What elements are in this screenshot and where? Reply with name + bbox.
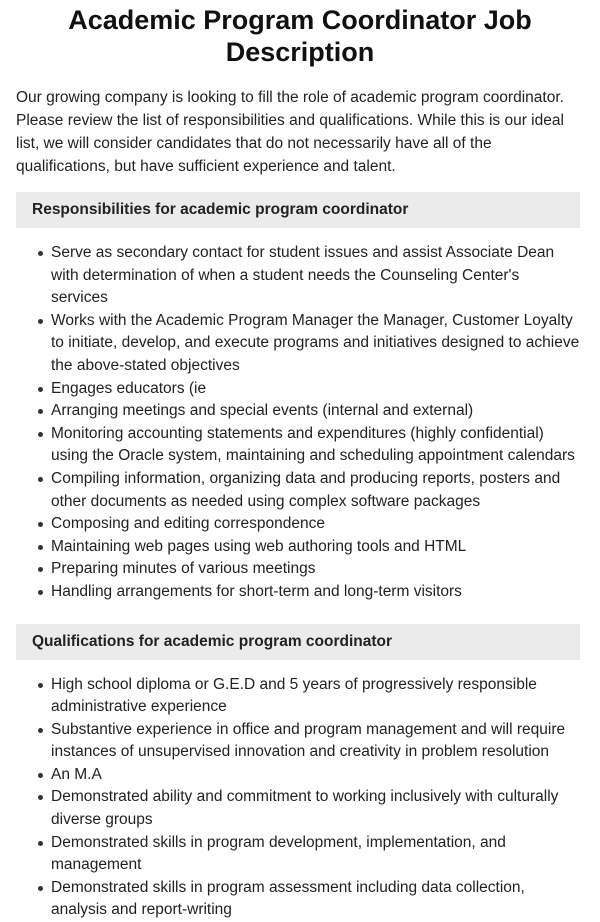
list-item xyxy=(38,468,580,513)
qualifications-heading: Qualifications for academic program coordinator xyxy=(16,624,580,660)
bullet-icon xyxy=(38,590,43,595)
list-item xyxy=(38,832,580,877)
list-item-text: Substantive experience in office and program management and will require instances of unsupervised innovation and creativity in problem resolution xyxy=(51,721,565,761)
bullet-icon xyxy=(38,251,43,256)
bullet-icon xyxy=(38,795,43,800)
list-item xyxy=(38,674,580,719)
bullet-icon xyxy=(38,683,43,688)
list-item-text: Preparing minutes of various meetings xyxy=(51,560,316,577)
list-item-text: Demonstrated skills in program development, implementation, and management xyxy=(51,834,506,874)
page-title: Academic Program Coordinator Job Description xyxy=(0,0,600,68)
list-item-text: Monitoring accounting statements and expenditures (highly confidential) using the Oracle system, maintaining and scheduling appointment calendars xyxy=(51,425,575,465)
bullet-icon xyxy=(38,773,43,778)
responsibilities-heading: Responsibilities for academic program coordinator xyxy=(16,192,580,228)
bullet-icon xyxy=(38,728,43,733)
list-item-text: Works with the Academic Program Manager the Manager, Customer Loyalty to initiate, develop, and execute programs and initiatives designed to achieve the above-stated objectives xyxy=(51,312,579,374)
list-item-text: Handling arrangements for short-term and long-term visitors xyxy=(51,583,462,600)
list-item xyxy=(38,310,580,378)
bullet-icon xyxy=(38,886,43,891)
list-item xyxy=(38,719,580,764)
list-item-text: Demonstrated ability and commitment to working inclusively with culturally diverse groups xyxy=(51,788,558,828)
list-item xyxy=(38,378,580,401)
list-item-text: Maintaining web pages using web authoring tools and HTML xyxy=(51,538,466,555)
list-item-text: Engages educators (ie xyxy=(51,380,206,397)
bullet-icon xyxy=(38,477,43,482)
list-item xyxy=(38,536,580,559)
bullet-icon xyxy=(38,522,43,527)
list-item-text: Arranging meetings and special events (internal and external) xyxy=(51,402,473,419)
list-item-text: Compiling information, organizing data and producing reports, posters and other documents as needed using complex software packages xyxy=(51,470,560,510)
intro-paragraph: Our growing company is looking to fill the role of academic program coordinator. Please review the list of responsibilities and qualifications. While this is our ideal list, we will consider candidates that do not necessarily have all of the qualifications, but have sufficient experience and talent. xyxy=(16,86,580,178)
list-item-text: High school diploma or G.E.D and 5 years of progressively responsible administrative experience xyxy=(51,676,537,716)
list-item xyxy=(38,581,580,604)
bullet-icon xyxy=(38,567,43,572)
list-item xyxy=(38,558,580,581)
bullet-icon xyxy=(38,409,43,414)
bullet-icon xyxy=(38,841,43,846)
list-item xyxy=(38,764,580,787)
list-item xyxy=(38,423,580,468)
list-item xyxy=(38,242,580,310)
list-item xyxy=(38,513,580,536)
list-item-text: Serve as secondary contact for student issues and assist Associate Dean with determination of when a student needs the Counseling Center's services xyxy=(51,244,554,306)
list-item xyxy=(38,786,580,831)
qualifications-list xyxy=(38,674,580,922)
responsibilities-list xyxy=(38,242,580,604)
list-item-text: An M.A xyxy=(51,766,102,783)
list-item xyxy=(38,877,580,922)
list-item-text: Demonstrated skills in program assessment including data collection, analysis and report-writing xyxy=(51,879,525,919)
bullet-icon xyxy=(38,545,43,550)
bullet-icon xyxy=(38,387,43,392)
bullet-icon xyxy=(38,319,43,324)
list-item xyxy=(38,400,580,423)
bullet-icon xyxy=(38,432,43,437)
list-item-text: Composing and editing correspondence xyxy=(51,515,325,532)
